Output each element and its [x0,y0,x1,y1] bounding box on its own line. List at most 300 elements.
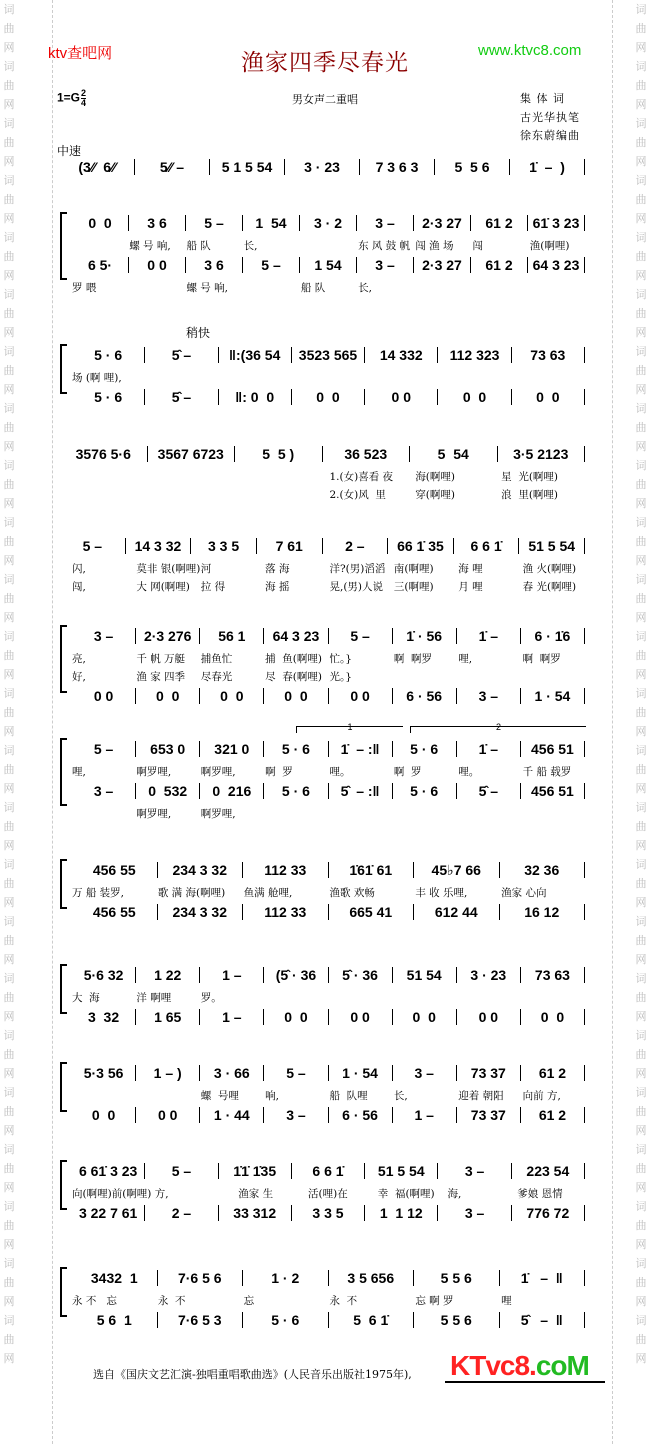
measure: 456 55 [72,862,158,878]
lyric-segment: 落 海 [265,563,290,575]
measure: 73 63 [512,347,585,363]
lyric-segment [458,669,522,684]
measure: 0 0 [521,1009,585,1025]
measure: 1 · 2 [243,1270,329,1286]
key-label: 1=G [57,90,81,105]
lyric-segment [72,1088,136,1103]
lyric-segment: 渔歌 欢畅 [329,887,375,899]
measure: 665 41 [329,904,415,920]
measure: 5 6 1̇ [329,1312,415,1328]
lyric-segment [169,1186,239,1201]
measure: 5⁄⁄ – [135,159,210,175]
measure: 3 – [393,1065,457,1081]
measure: 5 1 5 54 [210,159,285,175]
measure: 0 0 [292,389,365,405]
measure: 456 51 [521,783,585,799]
measure: 3 · 66 [200,1065,264,1081]
lyric-segment: 啊罗哩, [136,766,172,778]
upper-voice-staff [60,445,585,463]
upper-voice-staff [60,1064,585,1082]
measure: 0 0 [72,1107,136,1123]
lyric-line [72,280,587,295]
measure: 112 33 [243,904,329,920]
measure: 6 61̇ 3 23 [72,1163,145,1179]
lyric-segment: 罗 喂 [72,282,97,294]
measure: 1 – ) [136,1065,200,1081]
measure: 5 5 6 [435,159,510,175]
measure: 16 12 [500,904,586,920]
measure: 2·3 27 [414,215,471,231]
lower-voice-staff [60,687,585,705]
measure: 3·5 2123 [498,446,586,462]
measure: 1 22 [136,967,200,983]
lyric-segment [136,1088,200,1103]
measure: 45♭7 66 [414,862,500,878]
lyric-segment: 东 风 鼓 帆 [358,240,411,252]
lyric-segment: 永 不 忘 [72,1295,117,1307]
lyric-segment: 哩, [72,766,86,778]
lyric-segment [265,806,329,821]
measure: 3 5 656 [329,1270,415,1286]
lyric-segment: 渔 家 四季 [136,671,186,683]
measure: 1̇ · 56 [393,628,457,644]
measure: 3523 565 [292,347,365,363]
measure: 1 – [200,967,264,983]
watermark-logo [450,1350,589,1382]
upper-voice-staff [60,966,585,984]
lyric-line [72,561,587,576]
lyric-segment [330,990,394,1005]
lyric-segment: 亮, [72,653,86,665]
lyric-segment: 忘 [243,1295,255,1307]
side-watermark-left: 词曲网词曲网词曲网词曲网词曲网词曲网词曲网词曲网词曲网词曲网词曲网词曲网词曲网词曲网词曲网词曲网词曲网词曲网词曲网词曲网词曲网词曲网词曲网词曲网 [3,3,15,1365]
measure: 5̂ – :‖ [329,783,393,799]
lyric-segment: 长, [393,1090,408,1102]
lyric-segment: 罗。 [200,992,222,1004]
lower-voice-staff [60,1106,585,1124]
upper-voice-staff [60,537,585,555]
measure: 64 3 23 [264,628,328,644]
measure: 61 2 [471,215,528,231]
upper-voice-staff [60,1269,585,1287]
lyric-segment: 迎着 朝阳 [458,1090,504,1102]
lyric-segment [129,280,186,295]
lyric-segment: 海(啊哩) [415,471,456,483]
upper-voice-staff [60,158,585,176]
measure: 456 51 [521,741,585,757]
lyric-line [72,990,587,1005]
subtitle: 男女声二重唱 [292,93,358,106]
measure: 5 – [329,628,393,644]
lyric-segment: 闯 [472,240,484,252]
upper-voice-staff [60,861,585,879]
lyric-segment: 螺 号 响, [129,240,171,252]
measure: 3432 1 [72,1270,158,1286]
lyric-segment: 大 网(啊哩) [136,581,190,593]
lyric-segment [244,487,330,502]
measure: 3576 5·6 [60,446,148,462]
measure: 1 · 44 [200,1107,264,1123]
measure: 5̂ – [457,783,521,799]
lower-voice-staff [60,388,585,406]
measure: 14 332 [365,347,438,363]
lyric-line [72,1293,587,1308]
time-top: 2 [81,88,87,98]
measure: 51 54 [393,967,457,983]
measure: 0 0 [329,1009,393,1025]
lyric-segment: 莫非 银(啊哩) [136,563,201,575]
lyric-segment: 拉 得 [200,581,226,593]
measure: 1 54 [300,257,357,273]
measure: 6 6 1̇ [454,538,520,554]
lyric-line [72,370,587,385]
measure: 1̇ – [457,741,521,757]
lyric-segment: 海, [447,1188,462,1200]
measure: 61 2 [521,1065,585,1081]
lyric-segment: 啊罗哩, [136,808,172,820]
measure: 234 3 32 [158,904,244,920]
measure: 32 36 [500,862,586,878]
measure: 0 216 [200,783,264,799]
measure: 3 – [357,215,414,231]
lyric-segment: 大 海 [72,992,100,1004]
measure: 1 65 [136,1009,200,1025]
credit-writer: 古光华执笔 [520,111,580,124]
measure: 1 – [393,1107,457,1123]
measure: 5 54 [410,446,498,462]
lyric-segment: 万 船 装罗, [72,887,125,899]
measure: 2·3 27 [414,257,471,273]
measure: 6 6 1̇ [292,1163,365,1179]
measure: 61 2 [521,1107,585,1123]
measure: 5 – [186,215,243,231]
measure: 73 37 [457,1065,521,1081]
lyric-segment: 幸 福(啊哩) [377,1188,435,1200]
lower-voice-staff [60,903,585,921]
measure: 3 · 23 [285,159,360,175]
lyric-segment: 忙。} [329,653,352,665]
lyric-segment: 永 不 [157,1295,186,1307]
lyric-segment [473,280,530,295]
measure: 1 · 54 [521,688,585,704]
measure: 612 44 [414,904,500,920]
measure: 6 · 1̇6 [521,628,585,644]
measure: 0 0 [457,1009,521,1025]
upper-voice-staff [60,627,585,645]
lyric-segment: 永 不 [329,1295,358,1307]
lyric-segment [72,487,158,502]
measure: 3 – [264,1107,328,1123]
measure: 3 32 [72,1009,136,1025]
measure: 1̇61̇ 61 [329,862,415,878]
measure: 5 – [243,257,300,273]
measure: 0 0 [200,688,264,704]
lyric-segment: 海 哩 [458,563,483,575]
measure: 3 22 7 61 [72,1205,145,1221]
measure: 0 0 [329,688,393,704]
lyric-segment [265,990,329,1005]
measure: 0 0 [438,389,511,405]
measure: 776 72 [512,1205,585,1221]
volta-bracket-2: 2 [410,726,586,733]
lyric-segment [458,806,522,821]
lyric-segment: 星 光(啊哩) [501,471,559,483]
measure: 3 – [438,1163,511,1179]
measure: 3 – [72,783,136,799]
lyric-line [72,579,587,594]
measure: 0 0 [393,1009,457,1025]
lyric-segment: 渔家 生 [238,1188,274,1200]
lyric-segment [72,469,158,484]
measure: 7 3 6 3 [360,159,435,175]
lyric-segment [458,990,522,1005]
measure: 64 3 23 [528,257,585,273]
lyric-segment: 忘 啊 罗 [415,1295,454,1307]
measure: 14 3 32 [126,538,192,554]
lyric-segment: 三(啊哩) [393,581,434,593]
measure: 61̇ 3 23 [528,215,585,231]
lyric-segment: 啊 罗 [265,766,293,778]
measure: 5̂ – ‖ [500,1312,586,1328]
lyric-segment [158,469,244,484]
lyric-segment: 春 光(啊哩) [522,581,577,593]
lyric-segment: 月 哩 [458,581,483,593]
watermark-green: coM [535,1350,589,1381]
system-bracket [60,1160,67,1210]
measure: 653 0 [136,741,200,757]
lyric-segment: 2.(女)风 里 [329,489,386,501]
lyric-line [72,764,587,779]
measure: 5 – [72,741,136,757]
measure: 0 0 [136,1107,200,1123]
lyric-segment: 歌 满 海(啊哩) [157,887,226,899]
lyric-segment: 南(啊哩) [393,563,434,575]
measure: 5 – [60,538,126,554]
measure: 5 · 6 [72,389,145,405]
measure: 3 6 [129,215,186,231]
lyric-segment [72,806,136,821]
measure: (5̂ · 36 [264,967,328,983]
lyric-line [72,1186,587,1201]
lyric-segment: 捕 鱼(啊哩) [265,653,322,665]
lower-voice-staff [60,1204,585,1222]
measure: 3 – [72,628,136,644]
measure: 7 61 [257,538,323,554]
lower-voice-staff [60,782,585,800]
lyric-line [72,651,587,666]
measure: (3⁄⁄ 6⁄⁄ [60,159,135,175]
measure: 0 0 [72,215,129,231]
measure: 6 · 56 [329,1107,393,1123]
upper-voice-staff [60,1162,585,1180]
lyric-segment: 啊罗哩, [200,808,236,820]
measure: 5̂ – [145,347,218,363]
measure: ‖:(36 54 [219,347,292,363]
lyric-segment [513,370,587,385]
lyric-segment: 河 [200,563,212,575]
measure: 0 0 [129,257,186,273]
lyric-segment: 丰 收 乐哩, [415,887,468,899]
measure: 5·6 32 [72,967,136,983]
measure: 5 – [264,1065,328,1081]
tempo-marking: 稍快 [186,326,211,340]
measure: 5 5 6 [414,1270,500,1286]
measure: 5·3 56 [72,1065,136,1081]
lyric-line [72,885,587,900]
measure: 2 – [145,1205,218,1221]
measure: 3 · 2 [300,215,357,231]
lyric-segment: 洋 啊哩 [136,992,172,1004]
lyric-segment: 场 (啊 哩), [72,372,122,384]
volta-bracket-1: 1 [296,726,403,733]
measure: 1̇ – ) [510,159,585,175]
system-bracket [60,738,67,806]
lyric-segment: 哩 [501,1295,512,1307]
measure: 0 0 [512,389,585,405]
lyric-segment: 向(啊哩)前(啊哩) 方, [72,1188,169,1200]
system-bracket [60,1062,67,1112]
measure: 6 · 56 [393,688,457,704]
lyric-segment: 尽春光 [200,671,233,683]
upper-voice-staff [60,740,585,758]
lyric-segment: 洋?(男)滔滔 [329,563,386,575]
lyric-segment: 鱼满 舱哩, [243,887,293,899]
measure: 3 · 23 [457,967,521,983]
lyric-segment: 响, [265,1090,279,1102]
measure: 0 0 [365,389,438,405]
lyric-segment [440,370,514,385]
lyric-line [72,238,587,253]
lyric-segment [523,669,587,684]
measure: 112 323 [438,347,511,363]
measure: 73 37 [457,1107,521,1123]
lyric-segment: 晃,(男)人说 [329,581,384,593]
measure: 456 55 [72,904,158,920]
lyric-line [72,487,587,502]
lyric-segment [146,370,220,385]
lyric-segment [415,280,472,295]
tempo-marking: 中速 [57,144,82,158]
measure: 3 3 5 [292,1205,365,1221]
system-bracket [60,212,67,280]
measure: 6 5· [72,257,129,273]
measure: 2·3 276 [136,628,200,644]
lyric-segment: 螺 号哩 [200,1090,239,1102]
watermark-underline [445,1381,605,1383]
lyric-segment: 浪 里(啊哩) [501,489,559,501]
lyric-segment [301,238,358,253]
lyric-segment [523,806,587,821]
measure: ‖: 0 0 [219,389,292,405]
measure: 36 523 [323,446,411,462]
lyric-segment: 哩。 [458,766,480,778]
measure: 223 54 [512,1163,585,1179]
credit-arranger: 徐东蔚编曲 [520,129,580,142]
measure: 1 – [200,1009,264,1025]
measure: 112 33 [243,862,329,878]
lyric-segment [219,370,293,385]
measure: 7·6 5 6 [158,1270,244,1286]
measure: 3 6 [186,257,243,273]
measure: 0 0 [264,1009,328,1025]
lower-voice-staff [60,1311,585,1329]
lyric-segment [530,280,587,295]
measure: 5 · 6 [243,1312,329,1328]
lyric-segment [244,280,301,295]
lyric-segment: 尽 春(啊哩) [265,671,322,683]
measure: 1̇ – :‖ [329,741,393,757]
lyric-line [72,806,587,821]
measure: 5 5 6 [414,1312,500,1328]
lyric-segment: 闯 渔 场 [415,240,454,252]
system-bracket [60,625,67,693]
lyric-segment: 1.(女)喜看 夜 [329,471,394,483]
measure: 5 5 ) [235,446,323,462]
watermark-red: KTvc8. [450,1350,536,1381]
system-bracket [60,1267,67,1317]
source-note: 选自《国庆文艺汇演-独唱重唱歌曲选》(人民音乐出版社1975年), [93,1368,412,1381]
system-bracket [60,859,67,909]
measure: 5 · 6 [72,347,145,363]
lyric-segment [523,990,587,1005]
lyric-segment [330,806,394,821]
measure: 5̂ – [145,389,218,405]
lyric-segment [158,487,244,502]
lyric-segment: 好, [72,671,86,683]
measure: 5 · 6 [264,741,328,757]
measure: 0 0 [136,688,200,704]
measure: 1 1 12 [365,1205,438,1221]
measure: 0 532 [136,783,200,799]
measure: 5 – [145,1163,218,1179]
measure: 3567 6723 [148,446,236,462]
measure: 234 3 32 [158,862,244,878]
lyric-segment: 向前 方, [522,1090,561,1102]
upper-voice-staff [60,346,585,364]
margin-line-right [612,0,613,1444]
measure: 3 – [357,257,414,273]
measure: 3 3 5 [191,538,257,554]
site-logo-text: ktv查吧网 [48,45,113,62]
system-bracket [60,964,67,1014]
upper-voice-staff [60,214,585,232]
measure: 5̂ · 36 [329,967,393,983]
lyric-segment: 啊罗哩, [200,766,236,778]
lyric-segment: 海 摇 [265,581,290,593]
measure: 3 – [438,1205,511,1221]
lyric-segment: 爹娘 恩情 [517,1188,563,1200]
measure: 61 2 [471,257,528,273]
measure: 7·6 5 3 [158,1312,244,1328]
lower-voice-staff [60,256,585,274]
lyric-segment: 螺 号 响, [186,282,228,294]
measure: 51 5 54 [365,1163,438,1179]
lyric-segment [293,370,367,385]
lyric-segment: 船 队哩 [329,1090,368,1102]
measure: 1̇1̇ 1̇35 [219,1163,292,1179]
lyric-segment: 光。} [329,671,352,683]
measure: 5 6 1 [72,1312,158,1328]
measure: 321 0 [200,741,264,757]
side-watermark-right: 词曲网词曲网词曲网词曲网词曲网词曲网词曲网词曲网词曲网词曲网词曲网词曲网词曲网词曲网词曲网词曲网词曲网词曲网词曲网词曲网词曲网词曲网词曲网词曲网 [635,3,647,1365]
measure: 1̇ – ‖ [500,1270,586,1286]
system-bracket [60,344,67,394]
lyric-segment: 长, [358,282,372,294]
measure: 2 – [323,538,389,554]
measure: 0 0 [264,688,328,704]
lyric-segment: 闪, [72,563,86,575]
lyric-line [72,669,587,684]
